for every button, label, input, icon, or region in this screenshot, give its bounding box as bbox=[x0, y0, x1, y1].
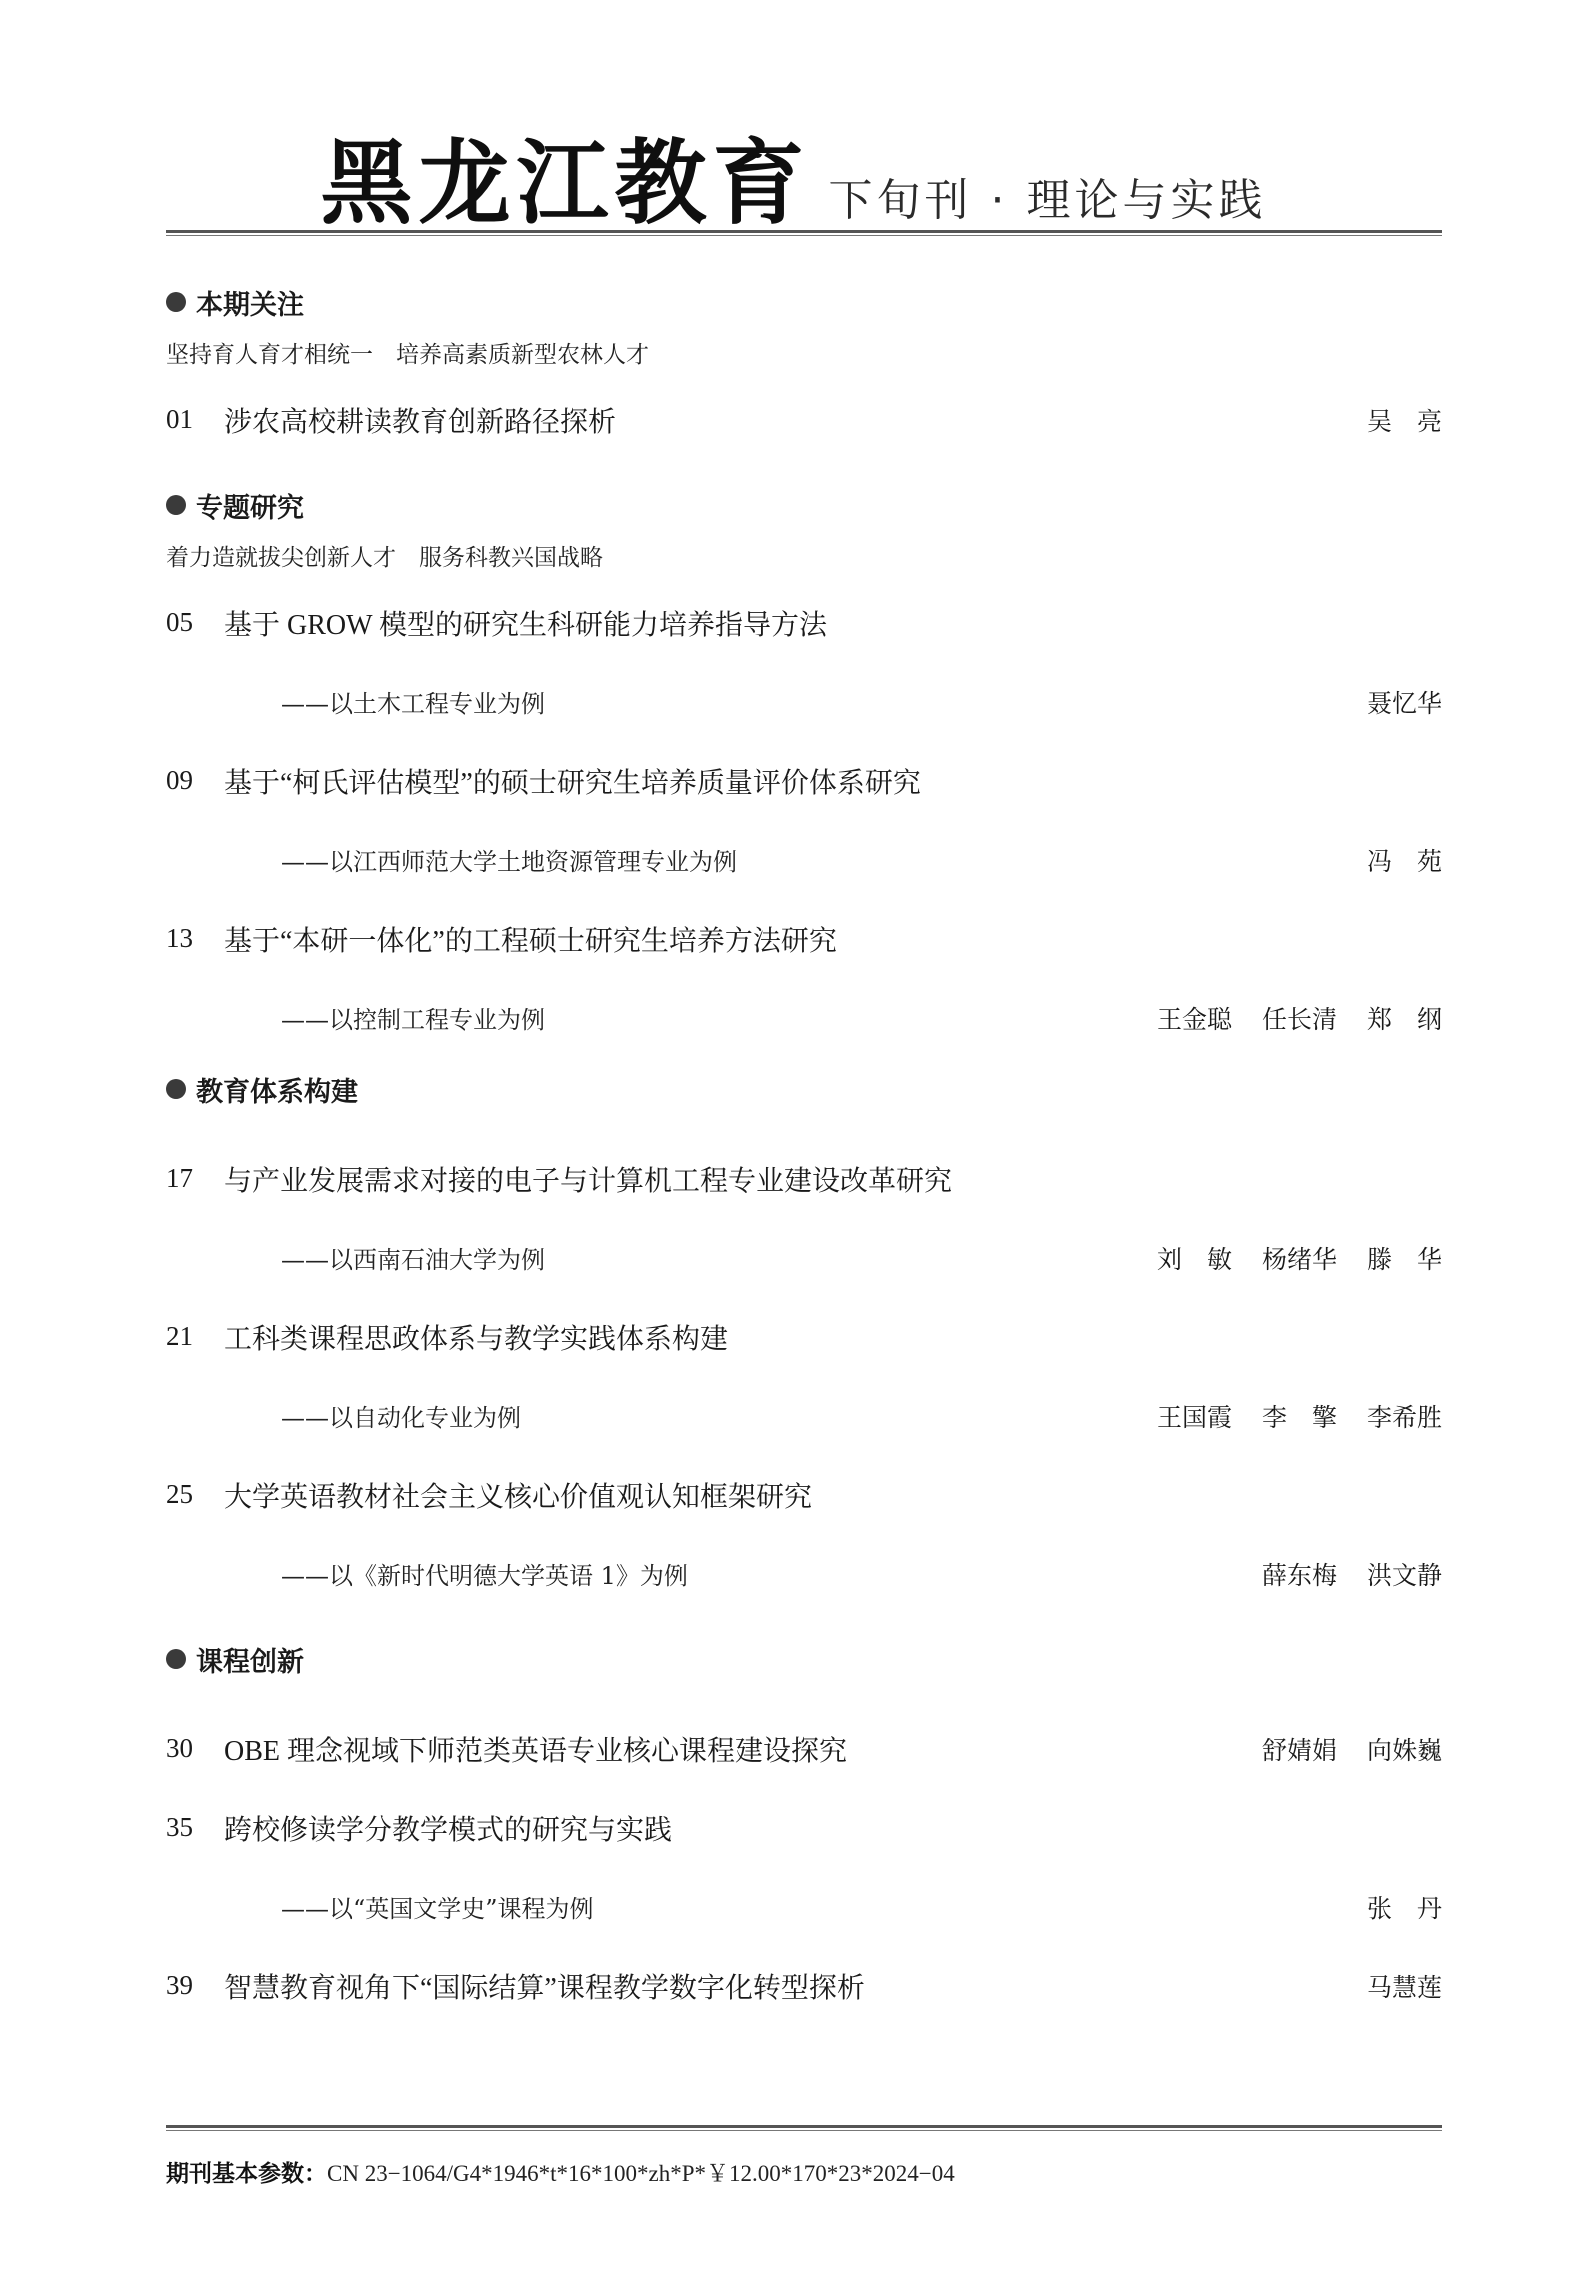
bullet-icon bbox=[166, 1649, 186, 1669]
page-number: 17 bbox=[166, 1163, 193, 1193]
author-list bbox=[1367, 402, 1442, 438]
author-list bbox=[1367, 842, 1442, 878]
section-header bbox=[166, 1061, 1442, 1117]
section-header bbox=[166, 274, 1442, 330]
author-name: 马慧莲 bbox=[1366, 1972, 1442, 2002]
journal-subtitle: 下旬刊 · 理论与实践 bbox=[828, 175, 1267, 226]
article-title: 基于 GROW 模型的研究生科研能力培养指导方法 bbox=[224, 609, 828, 641]
author-name: 郑 纲 bbox=[1366, 1004, 1442, 1034]
section-theme: 坚持育人育才相统一 培养高素质新型农林人才 bbox=[166, 342, 649, 368]
page-number: 39 bbox=[166, 1970, 193, 2000]
section-theme: 着力造就拔尖创新人才 服务科教兴国战略 bbox=[166, 545, 603, 571]
author-list bbox=[1367, 1968, 1442, 2004]
section-header bbox=[166, 1631, 1442, 1687]
parameters-label: 期刊基本参数： bbox=[166, 2161, 327, 2187]
toc-entry-subtitle-row bbox=[166, 1867, 1442, 1946]
article-title: 涉农高校耕读教育创新路径探析 bbox=[224, 406, 617, 438]
toc-entry[interactable] bbox=[166, 1297, 1442, 1376]
page-number: 01 bbox=[166, 404, 193, 434]
footer-divider bbox=[166, 2125, 1442, 2131]
author-list bbox=[1367, 684, 1442, 720]
author-list bbox=[1262, 1556, 1442, 1592]
toc-entry[interactable] bbox=[166, 899, 1442, 978]
toc-entry[interactable] bbox=[166, 1709, 1442, 1788]
table-of-contents bbox=[166, 270, 1442, 2025]
article-subtitle: ——以自动化专业为例 bbox=[281, 1404, 521, 1432]
article-subtitle: ——以“英国文学史”课程为例 bbox=[281, 1895, 594, 1923]
author-name: 向姝巍 bbox=[1366, 1735, 1442, 1765]
author-list bbox=[1157, 1000, 1442, 1036]
bullet-icon bbox=[166, 292, 186, 312]
toc-entry[interactable] bbox=[166, 741, 1442, 820]
journal-parameters bbox=[166, 2155, 955, 2188]
section-title: 专题研究 bbox=[196, 492, 304, 524]
author-name: 王金聪 bbox=[1156, 1004, 1232, 1034]
section-title: 本期关注 bbox=[196, 289, 304, 321]
author-name: 薛东梅 bbox=[1261, 1560, 1337, 1590]
bullet-icon bbox=[166, 495, 186, 515]
journal-title: 黑龙江教育 bbox=[320, 129, 811, 237]
article-title: 工科类课程思政体系与教学实践体系构建 bbox=[224, 1323, 729, 1355]
article-subtitle: ——以土木工程专业为例 bbox=[281, 690, 545, 718]
author-list bbox=[1157, 1398, 1442, 1434]
page-number: 30 bbox=[166, 1733, 193, 1763]
author-name: 李希胜 bbox=[1366, 1402, 1442, 1432]
article-title: 跨校修读学分教学模式的研究与实践 bbox=[224, 1814, 673, 1846]
author-name: 杨绪华 bbox=[1261, 1244, 1337, 1274]
article-title: 大学英语教材社会主义核心价值观认知框架研究 bbox=[224, 1481, 813, 1513]
page-number: 05 bbox=[166, 607, 193, 637]
author-list bbox=[1367, 1889, 1442, 1925]
section-header bbox=[166, 477, 1442, 533]
author-name: 王国霞 bbox=[1156, 1402, 1232, 1432]
toc-entry[interactable] bbox=[166, 1139, 1442, 1218]
section-title: 课程创新 bbox=[196, 1646, 304, 1678]
toc-entry-subtitle-row bbox=[166, 1534, 1442, 1613]
masthead bbox=[0, 110, 1587, 242]
toc-entry[interactable] bbox=[166, 1788, 1442, 1867]
parameters-value: CN 23−1064/G4*1946*t*16*100*zh*P*￥12.00*170*23*2024−04 bbox=[327, 2161, 955, 2186]
author-name: 聂忆华 bbox=[1366, 688, 1442, 718]
toc-entry-subtitle-row bbox=[166, 978, 1442, 1057]
toc-entry[interactable] bbox=[166, 1455, 1442, 1534]
toc-entry-subtitle-row bbox=[166, 820, 1442, 899]
toc-entry-subtitle-row bbox=[166, 1218, 1442, 1297]
page-number: 21 bbox=[166, 1321, 193, 1351]
article-subtitle: ——以《新时代明德大学英语 1》为例 bbox=[281, 1562, 688, 1590]
author-list bbox=[1262, 1731, 1442, 1767]
author-name: 任长清 bbox=[1261, 1004, 1337, 1034]
toc-entry-subtitle-row bbox=[166, 1376, 1442, 1455]
toc-entry[interactable] bbox=[166, 583, 1442, 662]
toc-entry[interactable] bbox=[166, 1946, 1442, 2025]
article-subtitle: ——以控制工程专业为例 bbox=[281, 1006, 545, 1034]
article-subtitle: ——以江西师范大学土地资源管理专业为例 bbox=[281, 848, 737, 876]
author-name: 滕 华 bbox=[1366, 1244, 1442, 1274]
author-name: 李 擎 bbox=[1261, 1402, 1337, 1432]
article-title: 智慧教育视角下“国际结算”课程教学数字化转型探析 bbox=[224, 1972, 865, 2004]
page-number: 35 bbox=[166, 1812, 193, 1842]
page-number: 13 bbox=[166, 923, 193, 953]
article-subtitle: ——以西南石油大学为例 bbox=[281, 1246, 545, 1274]
author-name: 张 丹 bbox=[1366, 1893, 1442, 1923]
author-list bbox=[1157, 1240, 1442, 1276]
author-name: 冯 苑 bbox=[1366, 846, 1442, 876]
article-title: 基于“柯氏评估模型”的硕士研究生培养质量评价体系研究 bbox=[224, 767, 921, 799]
author-name: 洪文静 bbox=[1366, 1560, 1442, 1590]
toc-entry-subtitle-row bbox=[166, 662, 1442, 741]
page-number: 25 bbox=[166, 1479, 193, 1509]
author-name: 吴 亮 bbox=[1366, 406, 1442, 436]
page-number: 09 bbox=[166, 765, 193, 795]
author-name: 舒婧娟 bbox=[1261, 1735, 1337, 1765]
article-title: OBE 理念视域下师范类英语专业核心课程建设探究 bbox=[224, 1735, 848, 1767]
header-divider bbox=[166, 230, 1442, 236]
toc-entry[interactable] bbox=[166, 380, 1442, 459]
article-title: 基于“本研一体化”的工程硕士研究生培养方法研究 bbox=[224, 925, 837, 957]
bullet-icon bbox=[166, 1079, 186, 1099]
section-title: 教育体系构建 bbox=[196, 1076, 358, 1108]
author-name: 刘 敏 bbox=[1156, 1244, 1232, 1274]
article-title: 与产业发展需求对接的电子与计算机工程专业建设改革研究 bbox=[224, 1165, 953, 1197]
